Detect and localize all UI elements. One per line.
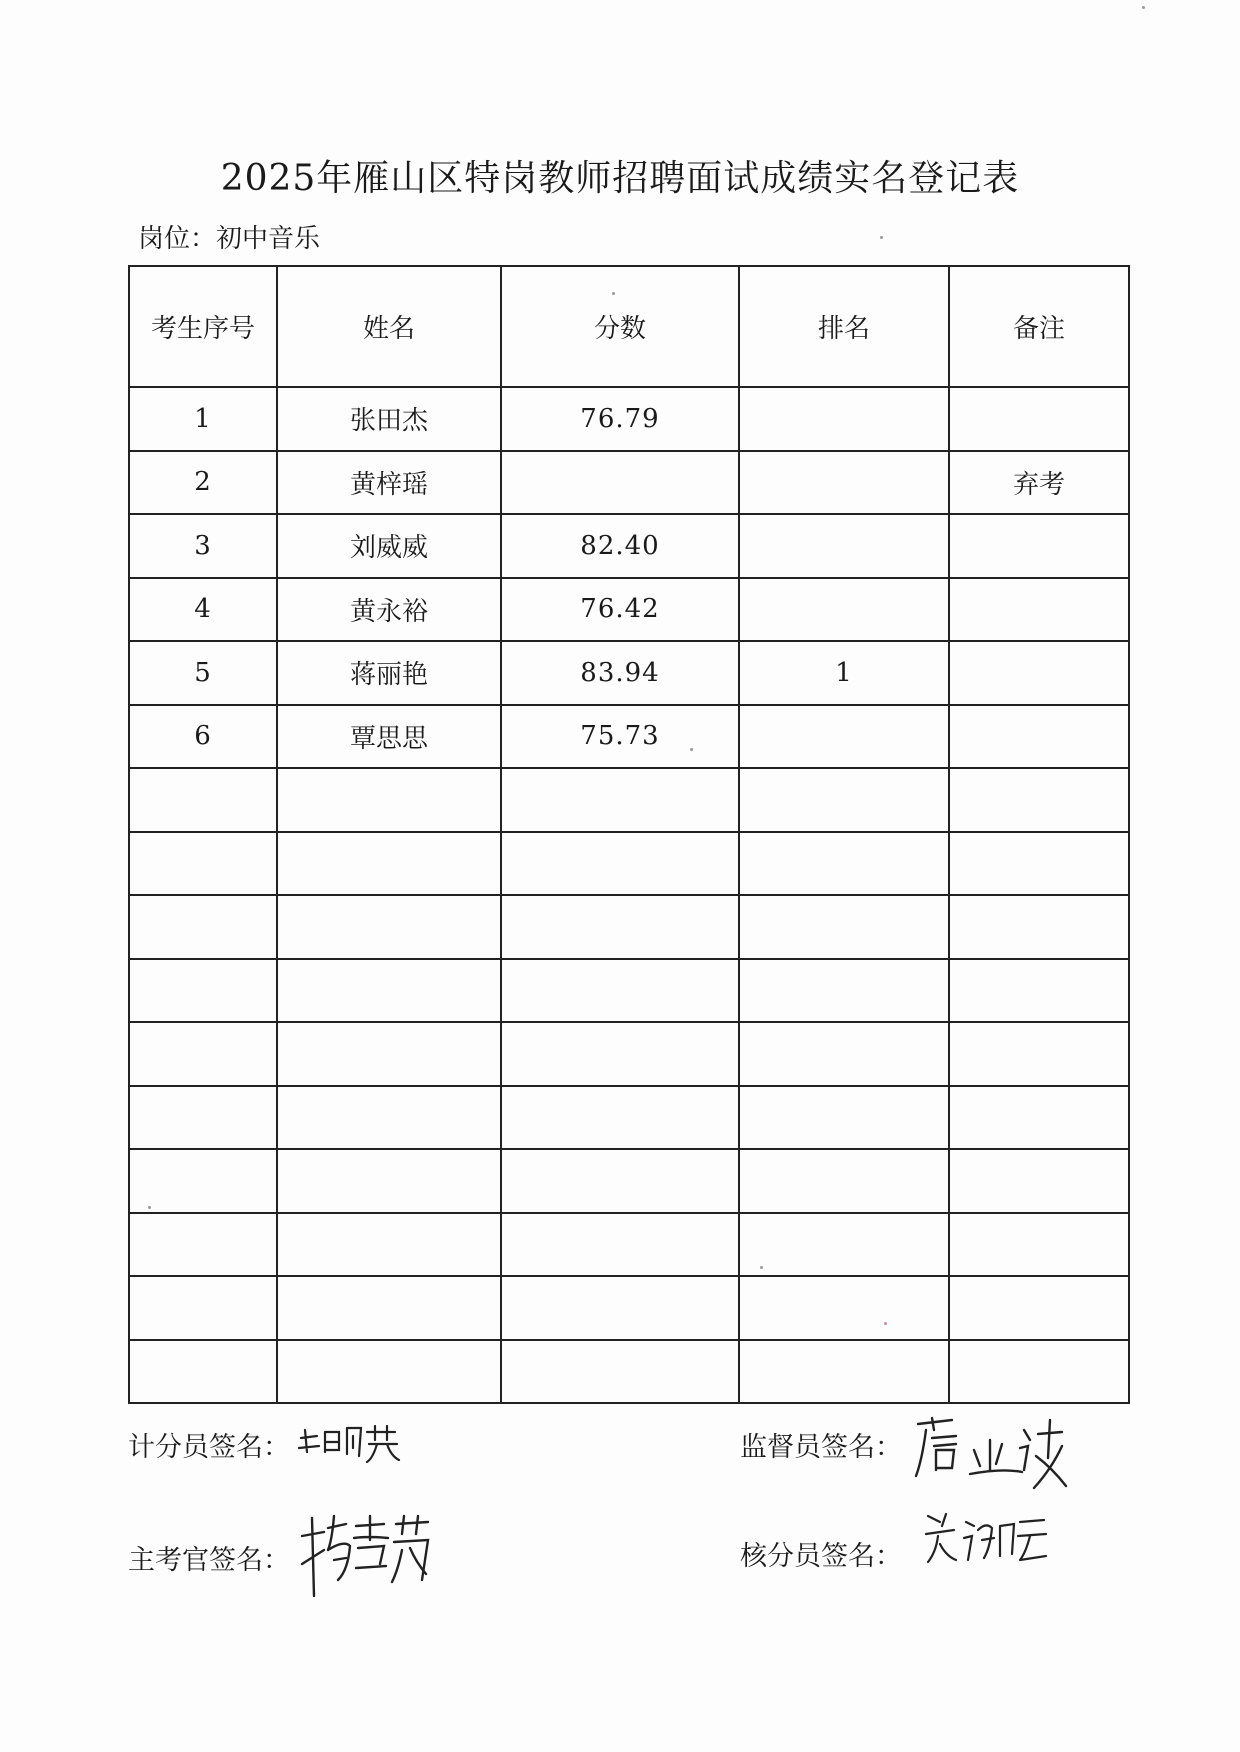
cell-rank — [739, 1276, 949, 1340]
cell-rank — [739, 1213, 949, 1277]
cell-score: 82.40 — [501, 514, 739, 578]
scorer-handwritten-signature — [295, 1418, 405, 1468]
cell-score — [501, 1149, 739, 1213]
table-row — [129, 768, 1129, 832]
cell-name: 覃思思 — [277, 705, 501, 769]
cell-score — [501, 768, 739, 832]
cell-rank — [739, 1086, 949, 1150]
supervisor-handwritten-signature — [912, 1410, 1082, 1500]
cell-score — [501, 1340, 739, 1404]
cell-candidate-no: 4 — [129, 578, 277, 642]
cell-score — [501, 895, 739, 959]
cell-candidate-no — [129, 1340, 277, 1404]
cell-score — [501, 1213, 739, 1277]
cell-note — [949, 1086, 1129, 1150]
verifier-handwritten-signature — [920, 1508, 1050, 1578]
cell-score: 75.73 — [501, 705, 739, 769]
cell-name: 张田杰 — [277, 387, 501, 451]
cell-score — [501, 1022, 739, 1086]
cell-score — [501, 1086, 739, 1150]
cell-candidate-no — [129, 768, 277, 832]
cell-candidate-no: 3 — [129, 514, 277, 578]
cell-rank — [739, 1149, 949, 1213]
cell-name — [277, 1276, 501, 1340]
cell-rank — [739, 578, 949, 642]
table-row — [129, 641, 1129, 705]
table-row — [129, 832, 1129, 896]
cell-note — [949, 578, 1129, 642]
cell-score: 76.42 — [501, 578, 739, 642]
verifier-label: 核分员签名： — [740, 1541, 902, 1572]
cell-name: 黄永裕 — [277, 578, 501, 642]
cell-name: 黄梓瑶 — [277, 451, 501, 515]
cell-candidate-no — [129, 1022, 277, 1086]
table-row — [129, 514, 1129, 578]
cell-note — [949, 387, 1129, 451]
cell-name — [277, 1149, 501, 1213]
header-rank: 排名 — [739, 266, 949, 387]
cell-note — [949, 1276, 1129, 1340]
cell-score: 76.79 — [501, 387, 739, 451]
cell-note — [949, 832, 1129, 896]
cell-candidate-no — [129, 1276, 277, 1340]
cell-name — [277, 768, 501, 832]
cell-name — [277, 1340, 501, 1404]
chief-examiner-signature-line — [128, 1538, 290, 1577]
table-row — [129, 1086, 1129, 1150]
cell-name — [277, 959, 501, 1023]
position-value: 初中音乐 — [216, 224, 321, 254]
cell-candidate-no: 6 — [129, 705, 277, 769]
cell-candidate-no: 2 — [129, 451, 277, 515]
table-row — [129, 451, 1129, 515]
cell-rank — [739, 959, 949, 1023]
header-note: 备注 — [949, 266, 1129, 387]
table-row — [129, 959, 1129, 1023]
cell-name: 刘威威 — [277, 514, 501, 578]
scorer-signature-line — [128, 1425, 290, 1464]
cell-score: 83.94 — [501, 641, 739, 705]
cell-rank — [739, 705, 949, 769]
verifier-signature-line — [740, 1534, 902, 1573]
table-row — [129, 387, 1129, 451]
cell-rank — [739, 832, 949, 896]
cell-note — [949, 1213, 1129, 1277]
cell-candidate-no — [129, 895, 277, 959]
cell-rank — [739, 387, 949, 451]
cell-name — [277, 1022, 501, 1086]
cell-score — [501, 959, 739, 1023]
header-name: 姓名 — [277, 266, 501, 387]
supervisor-label: 监督员签名： — [740, 1432, 902, 1463]
cell-rank — [739, 1022, 949, 1086]
cell-note — [949, 895, 1129, 959]
header-candidate-no: 考生序号 — [129, 266, 277, 387]
cell-score — [501, 832, 739, 896]
header-score: 分数 — [501, 266, 739, 387]
cell-rank — [739, 768, 949, 832]
cell-note — [949, 959, 1129, 1023]
position-label: 岗位： — [138, 224, 217, 254]
cell-candidate-no: 5 — [129, 641, 277, 705]
chief-examiner-label: 主考官签名： — [128, 1545, 290, 1576]
cell-name — [277, 895, 501, 959]
table-row — [129, 1022, 1129, 1086]
cell-note — [949, 1340, 1129, 1404]
cell-candidate-no — [129, 1149, 277, 1213]
cell-score — [501, 451, 739, 515]
cell-rank — [739, 451, 949, 515]
supervisor-signature-line — [740, 1425, 902, 1464]
cell-note — [949, 1022, 1129, 1086]
table-row — [129, 1340, 1129, 1404]
cell-rank — [739, 895, 949, 959]
table-row — [129, 1149, 1129, 1213]
table-row — [129, 1276, 1129, 1340]
cell-rank: 1 — [739, 641, 949, 705]
scorer-label: 计分员签名： — [128, 1432, 290, 1463]
cell-note — [949, 1149, 1129, 1213]
table-row — [129, 705, 1129, 769]
cell-candidate-no — [129, 1086, 277, 1150]
position-line — [138, 218, 320, 255]
cell-rank — [739, 514, 949, 578]
cell-name — [277, 1086, 501, 1150]
score-table — [128, 265, 1130, 1404]
cell-candidate-no — [129, 832, 277, 896]
cell-note — [949, 514, 1129, 578]
cell-rank — [739, 1340, 949, 1404]
table-header-row — [129, 266, 1129, 387]
cell-candidate-no: 1 — [129, 387, 277, 451]
document-title: 2025年雁山区特岗教师招聘面试成绩实名登记表 — [220, 158, 1020, 199]
cell-note — [949, 705, 1129, 769]
table-body — [129, 387, 1129, 1403]
table-row — [129, 1213, 1129, 1277]
table-row — [129, 578, 1129, 642]
cell-candidate-no — [129, 1213, 277, 1277]
table-row — [129, 895, 1129, 959]
cell-note — [949, 768, 1129, 832]
cell-name: 蒋丽艳 — [277, 641, 501, 705]
cell-name — [277, 1213, 501, 1277]
cell-note: 弃考 — [949, 451, 1129, 515]
cell-candidate-no — [129, 959, 277, 1023]
chief-examiner-handwritten-signature — [298, 1510, 438, 1600]
cell-note — [949, 641, 1129, 705]
cell-name — [277, 832, 501, 896]
cell-score — [501, 1276, 739, 1340]
